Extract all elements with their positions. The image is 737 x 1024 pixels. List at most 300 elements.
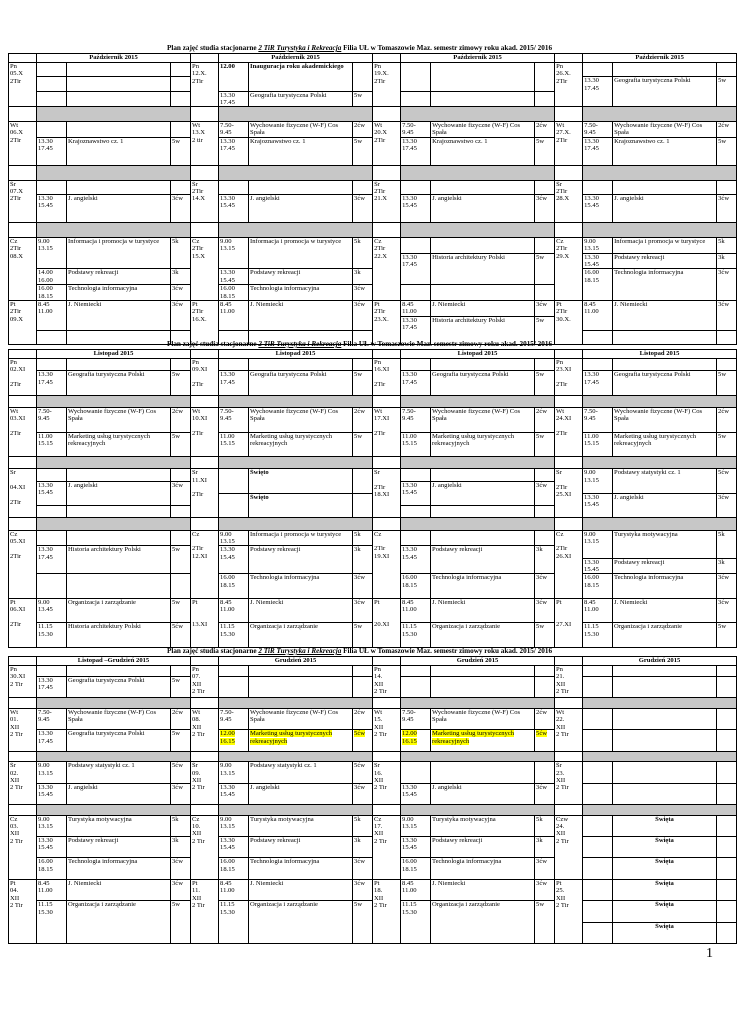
- class-time: 13.30 17.45: [401, 253, 431, 285]
- day-label: Cz 10. XII 2 Tir: [191, 815, 219, 879]
- class-time: 13.30 15.45: [219, 546, 249, 574]
- class-form: 3ćw: [353, 194, 373, 223]
- class-form: 5k: [171, 815, 191, 836]
- class-subject: Podstawy statystyki cz. 1: [67, 762, 171, 783]
- day-label-gap: [555, 804, 583, 815]
- class-subject: [431, 180, 535, 194]
- class-time: 11.15 15.30: [37, 623, 67, 648]
- class-time: 13.30 15.45: [219, 269, 249, 285]
- class-subject: J. angielski: [613, 194, 717, 223]
- class-subject: J. Niemiecki: [67, 301, 171, 331]
- class-form: 2ćw: [353, 121, 373, 137]
- class-time: 16.00 18.15: [219, 285, 249, 301]
- class-form: 3ćw: [717, 269, 737, 301]
- class-form: 5w: [171, 598, 191, 623]
- class-subject: [613, 666, 717, 677]
- class-form: 5ćw: [353, 762, 373, 783]
- class-subject: [613, 783, 717, 804]
- class-time: 16.00 18.15: [583, 269, 613, 301]
- schedule-row: [9, 879, 737, 890]
- class-form: 2ćw: [535, 708, 555, 729]
- class-subject: J. angielski: [249, 194, 353, 223]
- class-form: 3ćw: [353, 574, 373, 599]
- class-subject: J. angielski: [67, 783, 171, 804]
- day-label: Sr 11.XI 2Tir: [191, 469, 219, 518]
- day-label-gap: [555, 395, 583, 407]
- class-subject: J. angielski: [431, 783, 535, 804]
- class-form: 3ćw: [353, 858, 373, 879]
- class-form: [717, 783, 737, 804]
- class-subject: J. Niemiecki: [249, 301, 353, 331]
- class-form: [717, 730, 737, 751]
- class-form: 3ćw: [171, 285, 191, 301]
- separator-band: [219, 751, 373, 762]
- class-time: [219, 493, 249, 518]
- class-form: 3ćw: [171, 194, 191, 223]
- class-form: 5w: [535, 623, 555, 648]
- class-subject: Turystyka motywacyjna: [67, 815, 171, 836]
- class-time: 9.00 13.15: [37, 762, 67, 783]
- day-label-gap: [191, 751, 219, 762]
- class-subject: Turystyka motywacyjna: [431, 815, 535, 836]
- class-time: 13.30 15.45: [401, 546, 431, 574]
- day-label: Cz 2Tir 15.X: [191, 237, 219, 300]
- highlight: Marketing usług turystycznych rekreacyjnych: [432, 730, 515, 745]
- day-label: Wt 13.X 2 tir: [191, 121, 219, 165]
- schedule-row: [9, 469, 737, 481]
- class-form: 5w: [171, 676, 191, 697]
- class-time: [401, 285, 431, 301]
- class-time: [219, 180, 249, 194]
- day-label: Pt 2Tir 09.X: [9, 301, 37, 345]
- class-time: 11.00 15.15: [219, 432, 249, 457]
- class-form: 5w: [535, 316, 555, 345]
- day-label: Cz 2Tir 12.XI: [191, 530, 219, 598]
- class-form: [171, 530, 191, 546]
- class-form: 5k: [535, 815, 555, 836]
- title-program: 2 TiR Turystyka i Rekreacja: [258, 647, 342, 655]
- header-spacer: [9, 350, 37, 359]
- day-label: Pt 2Tir 16.X.: [191, 301, 219, 345]
- class-form: 5k: [353, 815, 373, 836]
- day-label: Śr 07.X 2Tir: [9, 180, 37, 223]
- class-subject: Geografia turystyczna Polski: [67, 730, 171, 751]
- class-subject: [431, 63, 535, 92]
- class-time: [37, 359, 67, 371]
- day-label: Pn 07. XII 2 Tir: [191, 666, 219, 698]
- schedule-row: [9, 698, 737, 709]
- class-subject: [431, 730, 535, 751]
- title-program: 2 TiR Turystyka i Rekreacja: [258, 44, 342, 52]
- class-form: 3ćw: [171, 481, 191, 506]
- class-time: [583, 730, 613, 751]
- title-program: 2 TiR Turystyka i Rekreacja: [258, 340, 342, 348]
- highlight: 5ćw: [354, 730, 366, 738]
- day-label-gap: [555, 223, 583, 237]
- schedule-row: [9, 815, 737, 826]
- class-subject: Technologia informacyjna: [613, 574, 717, 599]
- day-label: Pt 11. XII 2 Tir: [191, 879, 219, 943]
- day-label: Wt 03.XI 2Tir: [9, 408, 37, 457]
- class-form: 3ćw: [717, 493, 737, 518]
- class-time: 8.45 11.00: [219, 301, 249, 331]
- class-form: 5k: [353, 530, 373, 546]
- schedule-row: [9, 676, 737, 687]
- class-form: [171, 77, 191, 91]
- class-form: 3k: [535, 837, 555, 858]
- schedule-row: [9, 858, 737, 869]
- class-form: 2ćw: [353, 708, 373, 729]
- class-form: 5w: [353, 901, 373, 944]
- day-label-gap: [9, 804, 37, 815]
- class-time: [401, 91, 431, 107]
- day-label-gap: [191, 395, 219, 407]
- class-subject: [431, 530, 535, 546]
- day-label: Śr 2Tir 21.X: [373, 180, 401, 223]
- class-form: 5w: [717, 77, 737, 107]
- class-form: 5w: [171, 137, 191, 166]
- class-subject: Technologia informacyjna: [431, 858, 535, 879]
- day-label: Wt 17.XI 2Tir: [373, 408, 401, 457]
- day-label: Cz 17. XII 2 Tir: [373, 815, 401, 879]
- day-label-gap: [9, 166, 37, 180]
- class-subject: J. Niemiecki: [249, 598, 353, 623]
- day-label: Wt 22. XII 2 Tir: [555, 708, 583, 751]
- class-time: [401, 63, 431, 92]
- header-spacer: [191, 657, 219, 666]
- class-time: 13.30 15.45: [219, 783, 249, 804]
- separator-band: [37, 457, 191, 469]
- class-subject: Święta: [613, 879, 717, 900]
- class-form: 5w: [535, 432, 555, 457]
- schedule-table: [8, 656, 737, 944]
- separator-band: [401, 457, 555, 469]
- separator-band: [219, 107, 373, 121]
- class-form: [353, 676, 373, 697]
- class-subject: Podstawy rekreacji: [431, 837, 535, 858]
- class-time: 9.00 13.15: [219, 815, 249, 836]
- class-time: 11.00 15.15: [583, 432, 613, 457]
- separator-band: [401, 166, 555, 180]
- class-subject: [431, 506, 535, 518]
- class-time: 16.00 18.15: [219, 858, 249, 879]
- class-subject: Geografia turystyczna Polski: [613, 371, 717, 396]
- schedule-row: [9, 408, 737, 420]
- separator-band: [401, 223, 555, 237]
- day-label-gap: [555, 107, 583, 121]
- class-subject: Technologia informacyjna: [67, 858, 171, 879]
- class-time: 13.30 15.45: [219, 837, 249, 858]
- class-form: 5k: [717, 530, 737, 558]
- day-label-gap: [191, 518, 219, 530]
- class-subject: Wychowanie fizyczne (W-F) Cos Spała: [249, 708, 353, 729]
- class-form: 5w: [535, 901, 555, 944]
- separator-band: [37, 518, 191, 530]
- class-subject: Marketing usług turystycznych rekreacyjnych: [67, 432, 171, 457]
- class-form: 5w: [717, 137, 737, 166]
- title-suffix: Filia UŁ w Tomaszowie Maz. semestr zimowy roku akad. 2015/ 2016: [341, 44, 553, 52]
- class-time: [219, 676, 249, 697]
- day-label: Cz 2Tir 26.XI: [555, 530, 583, 598]
- highlight: 12.00 16.15: [220, 730, 235, 745]
- class-form: 3k: [353, 837, 373, 858]
- day-label-gap: [555, 698, 583, 709]
- day-label: Pn 02.XI 2Tir: [9, 359, 37, 396]
- class-subject: [67, 469, 171, 481]
- day-label-gap: [9, 751, 37, 762]
- class-form: 3ćw: [353, 879, 373, 900]
- schedule-row: [9, 237, 737, 253]
- month-header: Październik 2015: [401, 54, 555, 63]
- class-subject: [613, 180, 717, 194]
- class-form: 5k: [717, 237, 737, 253]
- schedule-section: [8, 647, 711, 944]
- class-time: 11.15 15.30: [37, 901, 67, 944]
- class-time: 13.30 15.45: [401, 783, 431, 804]
- class-form: [353, 63, 373, 92]
- class-form: [353, 180, 373, 194]
- class-time: 7.50- 9.45: [401, 408, 431, 433]
- class-subject: [67, 666, 171, 677]
- separator-band: [37, 804, 191, 815]
- month-header: Październik 2015: [37, 54, 191, 63]
- class-time: 7.50- 9.45: [219, 121, 249, 137]
- class-form: 2ćw: [353, 408, 373, 433]
- month-header: Październik 2015: [219, 54, 373, 63]
- class-subject: Technologia informacyjna: [613, 269, 717, 301]
- separator-band: [219, 395, 373, 407]
- class-time: [583, 666, 613, 677]
- class-subject: [431, 762, 535, 783]
- day-label-gap: [373, 751, 401, 762]
- class-time: 9.00 13.45: [37, 598, 67, 623]
- day-label: Wt 10.XI 2Tir: [191, 408, 219, 457]
- class-form: [535, 63, 555, 92]
- day-label: Sr 2Tir 25.XI: [555, 469, 583, 518]
- class-form: 5w: [171, 730, 191, 751]
- class-time: 8.45 11.00: [401, 301, 431, 317]
- class-form: 5w: [353, 432, 373, 457]
- separator-band: [37, 223, 191, 237]
- class-subject: J. Niemiecki: [431, 598, 535, 623]
- day-label: Wt 08. XII 2 Tir: [191, 708, 219, 751]
- class-form: [353, 730, 373, 751]
- class-subject: Geografia turystyczna Polski: [431, 371, 535, 396]
- class-subject: [431, 285, 535, 301]
- separator-band: [37, 107, 191, 121]
- day-label: Pn 23.XI 2Tir: [555, 359, 583, 396]
- separator-band: [583, 166, 737, 180]
- class-subject: [249, 676, 353, 697]
- class-subject: Krajoznawstwo cz. 1: [613, 137, 717, 166]
- class-form: 5w: [353, 137, 373, 166]
- header-spacer: [373, 657, 401, 666]
- class-subject: Turystyka motywacyjna: [249, 815, 353, 836]
- month-header: Listopad –Grudzień 2015: [37, 657, 191, 666]
- schedule-row: [9, 223, 737, 237]
- class-time: 7.50- 9.45: [219, 408, 249, 433]
- class-time: [219, 730, 249, 751]
- class-time: 16.00 18.15: [583, 574, 613, 599]
- class-subject: Organizacja i zarządzanie: [67, 901, 171, 944]
- class-time: 11.15 15.30: [401, 623, 431, 648]
- class-subject: J. Niemiecki: [67, 879, 171, 900]
- separator-band: [401, 751, 555, 762]
- class-form: [171, 574, 191, 599]
- class-time: 13.30 17.45: [37, 676, 67, 697]
- class-form: [717, 901, 737, 922]
- class-subject: Krajoznawstwo cz. 1: [249, 137, 353, 166]
- separator-band: [583, 457, 737, 469]
- class-form: 2ćw: [171, 408, 191, 433]
- class-subject: Wychowanie fizyczne (W-F) Cos Spała: [613, 408, 717, 433]
- class-time: [37, 506, 67, 518]
- day-label: Pn 14. XII 2 Tir: [373, 666, 401, 698]
- separator-band: [583, 751, 737, 762]
- class-subject: Marketing usług turystycznych rekreacyjnych: [431, 432, 535, 457]
- class-form: 3ćw: [535, 194, 555, 223]
- class-subject: Krajoznawstwo cz. 1: [67, 137, 171, 166]
- class-subject: [67, 359, 171, 371]
- class-time: 9.00 13.15: [219, 762, 249, 783]
- schedule-row: [9, 783, 737, 794]
- day-label-gap: [9, 223, 37, 237]
- class-time: 13.30 15.45: [37, 194, 67, 223]
- header-spacer: [191, 54, 219, 63]
- month-header: Listopad 2015: [219, 350, 373, 359]
- class-form: [171, 359, 191, 371]
- class-subject: Technologia informacyjna: [249, 858, 353, 879]
- class-form: [353, 359, 373, 371]
- class-time: 11.15 15.30: [219, 623, 249, 648]
- month-header: Listopad 2015: [401, 350, 555, 359]
- separator-band: [219, 518, 373, 530]
- separator-band: [37, 395, 191, 407]
- class-form: 3ćw: [717, 194, 737, 223]
- class-time: 13.30 17.45: [37, 730, 67, 751]
- class-subject: J. Niemiecki: [249, 879, 353, 900]
- section-title: [8, 340, 711, 349]
- class-time: [37, 530, 67, 546]
- class-subject: J. angielski: [431, 194, 535, 223]
- schedule-row: [9, 530, 737, 546]
- class-time: [37, 77, 67, 91]
- class-form: 3ćw: [717, 301, 737, 331]
- class-subject: [613, 63, 717, 77]
- day-label: Pn 19.X. 2Tir: [373, 63, 401, 107]
- class-time: 9.00 13.15: [401, 815, 431, 836]
- header-spacer: [9, 54, 37, 63]
- class-form: 5w: [535, 371, 555, 396]
- schedule-row: [9, 708, 737, 719]
- month-header: Październik 2015: [583, 54, 737, 63]
- class-form: 3k: [717, 253, 737, 269]
- class-form: [717, 858, 737, 879]
- highlight: 12.00 16.15: [402, 730, 417, 745]
- class-form: 3ćw: [535, 858, 555, 879]
- class-subject: [613, 708, 717, 729]
- class-form: 3ćw: [717, 598, 737, 623]
- class-time: 9.00 13.15: [219, 530, 249, 546]
- day-label-gap: [373, 107, 401, 121]
- title-text: Plan zajęć studia stacjonarne: [166, 340, 259, 348]
- class-time: 8.45 11.00: [583, 598, 613, 623]
- class-subject: Podstawy statystyki cz. 1: [249, 762, 353, 783]
- class-subject: Turystyka motywacyjna: [613, 530, 717, 558]
- class-time: [401, 730, 431, 751]
- class-form: [717, 359, 737, 371]
- title-suffix: Filia UŁ w Tomaszowie Maz. semestr zimowy roku akad. 2015/ 2016: [341, 340, 553, 348]
- day-label-gap: [9, 107, 37, 121]
- class-time: 8.45 11.00: [583, 301, 613, 331]
- class-time: [583, 762, 613, 783]
- class-subject: Święta: [613, 837, 717, 858]
- class-form: [717, 922, 737, 943]
- class-time: 9.00 13.15: [37, 815, 67, 836]
- class-time: 9.00 13.15: [219, 237, 249, 269]
- class-subject: [431, 237, 535, 253]
- class-form: 2ćw: [717, 408, 737, 433]
- schedule-row: [9, 166, 737, 180]
- day-label-gap: [191, 223, 219, 237]
- day-label: Pn 05.X 2Tir: [9, 63, 37, 107]
- class-subject: [431, 359, 535, 371]
- month-header: Grudzień 2015: [583, 657, 737, 666]
- day-label: Pn 09.XI 2Tir: [191, 359, 219, 396]
- class-subject: Historia architektury Polski: [431, 316, 535, 345]
- day-label: Pt 27.XI: [555, 598, 583, 647]
- class-time: [37, 63, 67, 77]
- class-time: 13.30 15.45: [37, 783, 67, 804]
- class-subject: Organizacja i zarządzanie: [431, 901, 535, 944]
- class-subject: J. Niemiecki: [613, 301, 717, 331]
- day-label-gap: [191, 804, 219, 815]
- separator-band: [401, 395, 555, 407]
- day-label: Pn 16.XI 2Tir: [373, 359, 401, 396]
- class-subject: Wychowanie fizyczne (W-F) Cos Spała: [431, 121, 535, 137]
- class-time: 13.30 17.45: [37, 137, 67, 166]
- title-text: Plan zajęć studia stacjonarne: [166, 647, 259, 655]
- day-label-gap: [191, 107, 219, 121]
- day-label: Czw 24. XII 2 Tir: [555, 815, 583, 879]
- class-subject: [67, 77, 171, 91]
- class-subject: J. angielski: [431, 481, 535, 506]
- class-time: 7.50- 9.45: [583, 408, 613, 433]
- class-form: 5w: [353, 623, 373, 648]
- class-time: 8.45 11.00: [219, 598, 249, 623]
- class-form: 3k: [171, 837, 191, 858]
- class-form: 5w: [171, 371, 191, 396]
- class-form: [717, 666, 737, 677]
- class-time: [401, 676, 431, 697]
- class-subject: Podstawy rekreacji: [613, 253, 717, 269]
- class-time: 13.30 17.45: [401, 316, 431, 345]
- class-time: 11.15 15.30: [401, 901, 431, 944]
- class-subject: [431, 676, 535, 697]
- separator-band: [401, 804, 555, 815]
- class-subject: Święta: [613, 815, 717, 836]
- class-form: 5k: [353, 237, 373, 269]
- class-time: [37, 574, 67, 599]
- class-time: [401, 180, 431, 194]
- class-form: 5ćw: [171, 623, 191, 648]
- class-form: [717, 63, 737, 77]
- class-form: 5w: [171, 432, 191, 457]
- class-subject: [67, 91, 171, 107]
- class-subject: Podstawy rekreacji: [249, 837, 353, 858]
- class-subject: Wychowanie fizyczne (W-F) Cos Spała: [67, 408, 171, 433]
- day-label: Śr 09. XII 2 Tir: [191, 762, 219, 805]
